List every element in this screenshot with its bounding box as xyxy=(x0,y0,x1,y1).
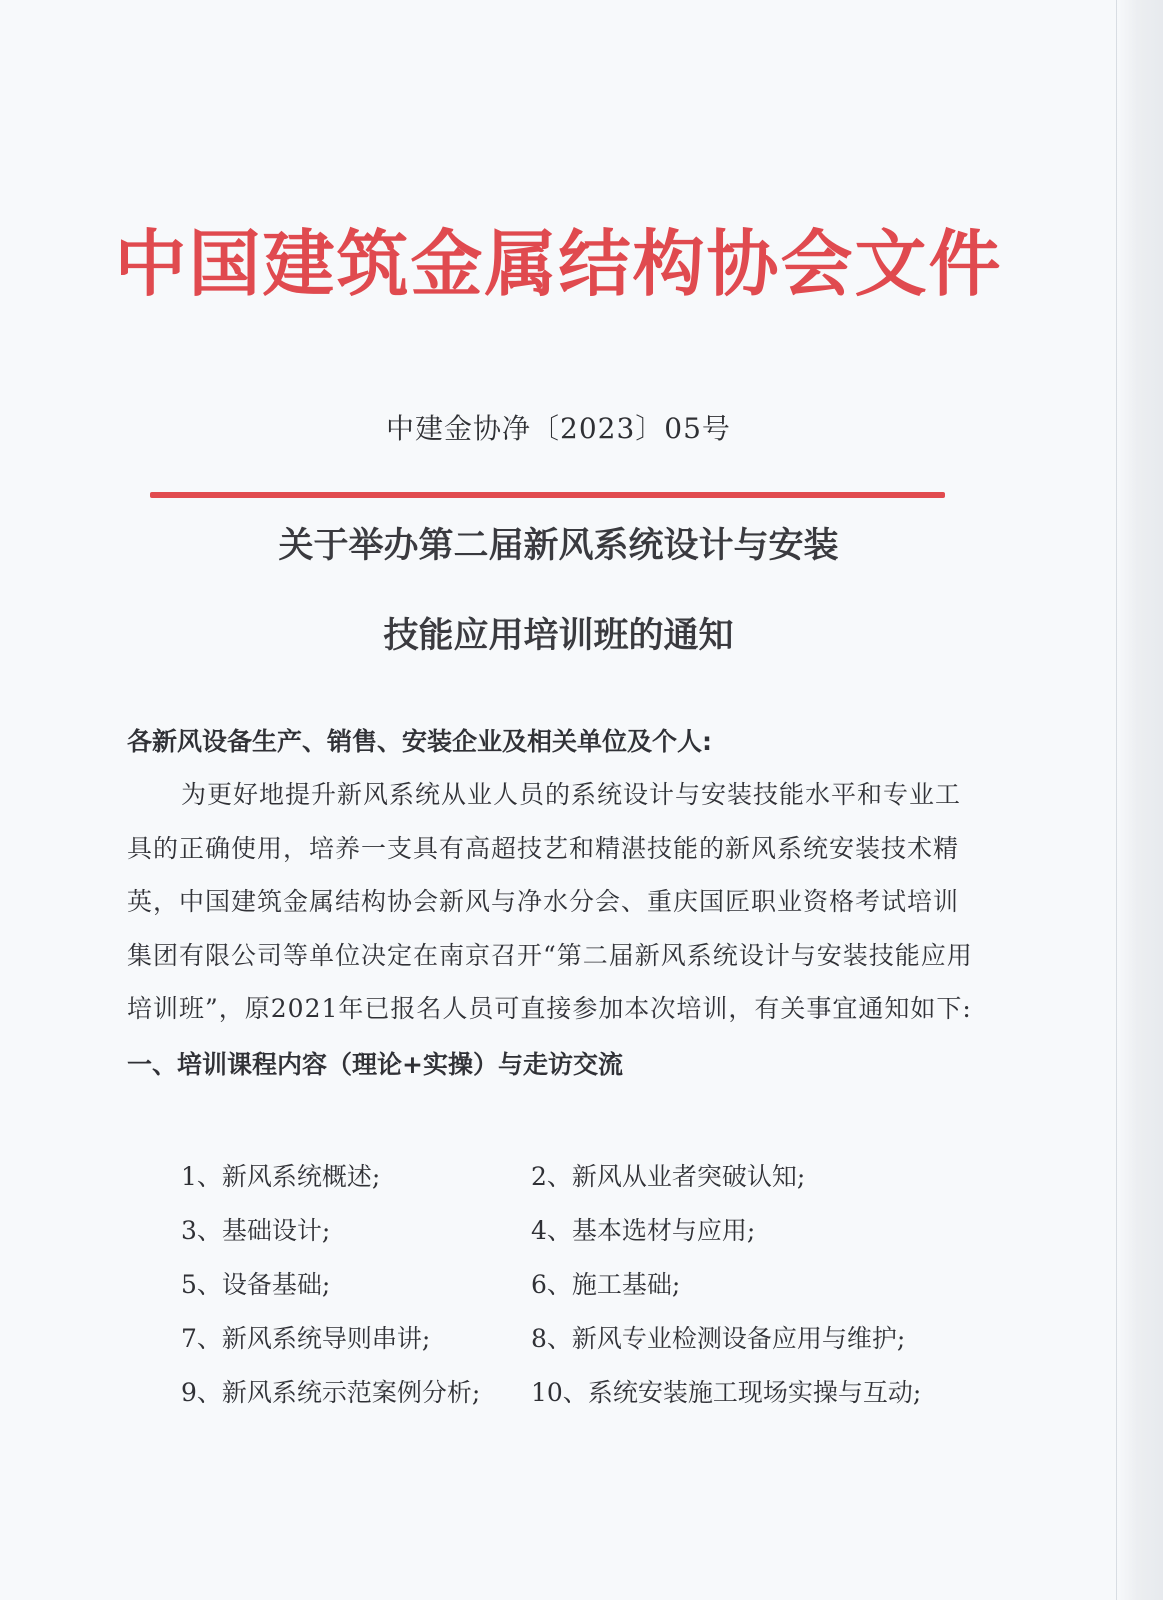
course-item xyxy=(181,1265,531,1301)
course-name: 新风系统导则串讲; xyxy=(221,1324,431,1353)
course-list xyxy=(181,1148,981,1418)
course-row xyxy=(181,1202,981,1256)
course-name: 基本选材与应用; xyxy=(571,1216,756,1245)
course-number: 8、 xyxy=(531,1324,572,1353)
red-divider-line xyxy=(150,492,945,498)
course-number: 7、 xyxy=(181,1324,222,1353)
intro-paragraph: 为更好地提升新风系统从业人员的系统设计与安装技能水平和专业工具的正确使用，培养一支具有高超技艺和精湛技能的新风系统安装技术精英，中国建筑金属结构协会新风与净水分会、重庆国匠职业资格考试培训集团有限公司等单位决定在南京召开“第二届新风系统设计与安装技能应用培训班”，原2021年已报名人员可直接参加本次培训，有关事宜通知如下: xyxy=(127,780,973,1023)
course-number: 1、 xyxy=(181,1162,222,1191)
course-name: 施工基础; xyxy=(571,1270,681,1299)
course-number: 6、 xyxy=(531,1270,572,1299)
course-item xyxy=(531,1211,981,1247)
course-number: 10、 xyxy=(531,1378,588,1407)
course-name: 基础设计; xyxy=(221,1216,331,1245)
course-number: 3、 xyxy=(181,1216,222,1245)
course-item xyxy=(531,1319,981,1355)
course-row xyxy=(181,1256,981,1310)
course-row xyxy=(181,1148,981,1202)
salutation: 各新风设备生产、销售、安装企业及相关单位及个人: xyxy=(127,727,712,756)
masthead-title: 中国建筑金属结构协会文件 xyxy=(114,221,1003,306)
notice-title xyxy=(0,525,1117,705)
course-row xyxy=(181,1364,981,1418)
course-name: 新风系统示范案例分析; xyxy=(221,1378,481,1407)
notice-title-line-2: 技能应用培训班的通知 xyxy=(383,616,734,656)
course-item xyxy=(531,1265,981,1301)
notice-title-line-1: 关于举办第二届新风系统设计与安装 xyxy=(278,526,839,566)
course-name: 新风从业者突破认知; xyxy=(571,1162,806,1191)
course-name: 新风专业检测设备应用与维护; xyxy=(571,1324,906,1353)
section-heading-courses: 一、培训课程内容（理论+实操）与走访交流 xyxy=(127,1049,623,1079)
course-number: 9、 xyxy=(181,1378,222,1407)
course-row xyxy=(181,1310,981,1364)
document-number: 中建金协净〔2023〕05号 xyxy=(386,412,731,445)
course-name: 系统安装施工现场实操与互动; xyxy=(587,1378,922,1407)
course-number: 4、 xyxy=(531,1216,572,1245)
course-item xyxy=(181,1319,531,1355)
course-name: 设备基础; xyxy=(221,1270,331,1299)
course-item xyxy=(181,1211,531,1247)
course-number: 5、 xyxy=(181,1270,222,1299)
paper-edge xyxy=(1116,0,1163,1600)
course-number: 2、 xyxy=(531,1162,572,1191)
course-item xyxy=(181,1373,531,1409)
course-item xyxy=(181,1157,531,1193)
course-item xyxy=(531,1157,981,1193)
course-name: 新风系统概述; xyxy=(221,1162,381,1191)
notice-body xyxy=(127,718,979,1091)
course-item xyxy=(531,1373,981,1409)
